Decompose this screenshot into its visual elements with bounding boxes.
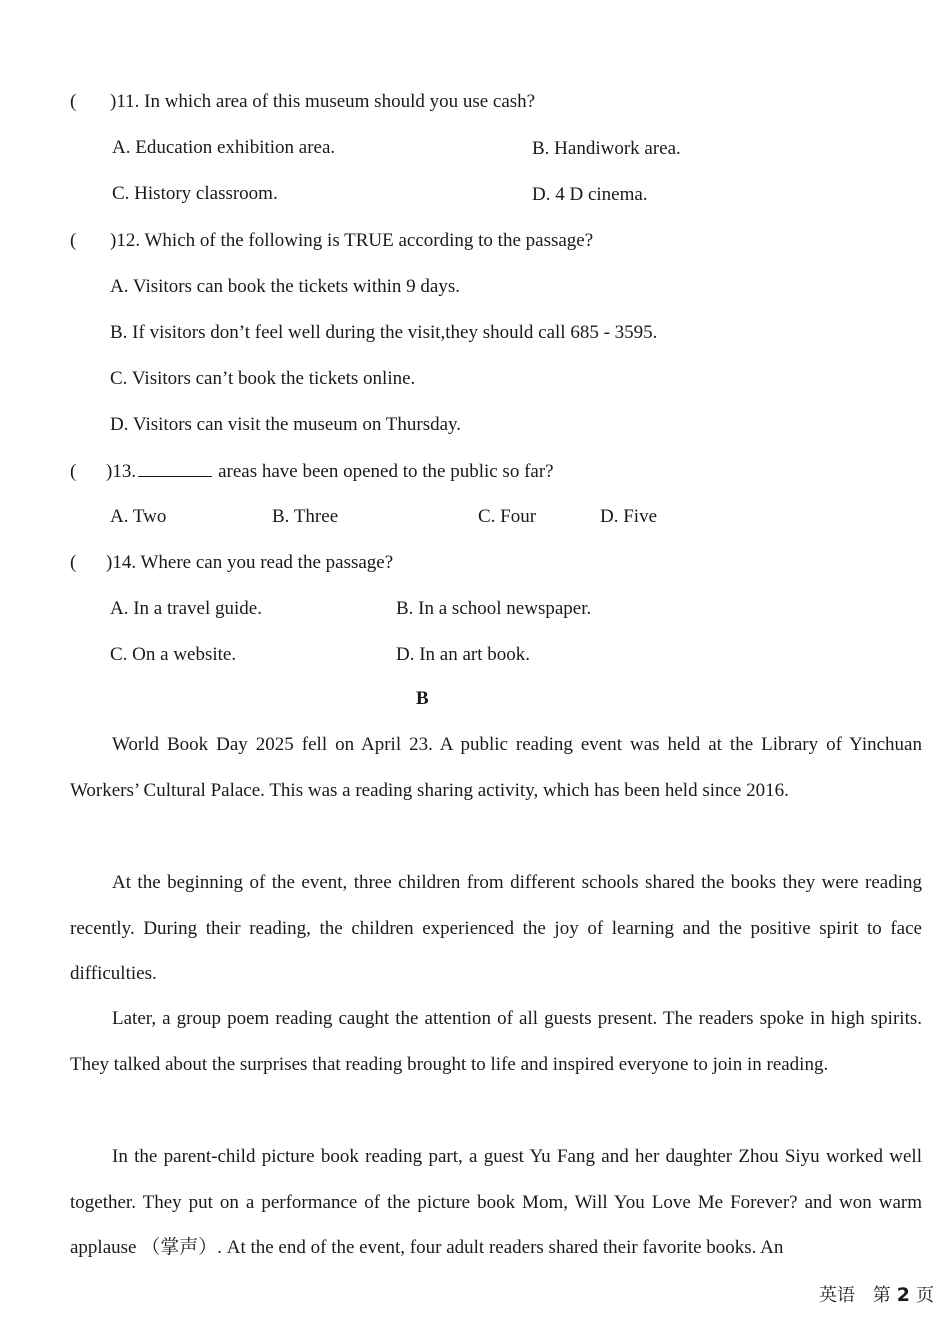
question-stem: )12. Which of the following is TRUE according to the passage? xyxy=(110,230,594,251)
section-heading: B xyxy=(416,688,429,709)
option-c: C. History classroom. xyxy=(112,183,278,204)
page-footer xyxy=(819,1281,934,1307)
question-number: )13. xyxy=(106,461,137,482)
option-a: A. Two xyxy=(110,506,167,527)
option-c: C. On a website. xyxy=(110,644,237,665)
passage-paragraph-4: In the parent-child picture book reading part, a guest Yu Fang and her daughter Zhou Siyu worked well together. They put on a performance of the picture book Mom, Will You Love Me Forever? and won warm applause （掌声）. At the end of the event, four adult readers shared their favorite books. An xyxy=(70,1146,922,1258)
passage-paragraph-2: At the beginning of the event, three children from different schools shared the books they were reading recently. During their reading, the children experienced the joy of learning and the positive spirit to face difficulties. xyxy=(70,872,922,984)
option-a: A. Visitors can book the tickets within 9 days. xyxy=(110,276,460,297)
answer-paren: ( xyxy=(70,230,77,251)
page-number: 2 xyxy=(896,1284,910,1306)
option-b: B. If visitors don’t feel well during the visit,they should call 685 - 3595. xyxy=(110,322,658,343)
question-stem: )11. In which area of this museum should you use cash? xyxy=(110,91,536,112)
question-stem xyxy=(106,460,554,484)
option-b: B. In a school newspaper. xyxy=(396,598,592,619)
option-d: D. Five xyxy=(600,506,657,527)
answer-paren: ( xyxy=(70,552,77,573)
option-a: A. In a travel guide. xyxy=(110,598,262,619)
page-prefix: 第 xyxy=(872,1285,891,1306)
option-d: D. 4 D cinema. xyxy=(532,184,648,205)
option-b: B. Three xyxy=(272,506,339,527)
option-a: A. Education exhibition area. xyxy=(112,137,336,158)
option-d: D. In an art book. xyxy=(396,644,531,665)
passage-paragraph-3: Later, a group poem reading caught the attention of all guests present. The readers spoke in high spirits. They talked about the surprises that reading brought to life and inspired everyone to join in reading. xyxy=(70,1008,922,1075)
option-c: C. Visitors can’t book the tickets online. xyxy=(110,368,416,389)
answer-paren: ( xyxy=(70,461,77,482)
option-b: B. Handiwork area. xyxy=(532,138,681,159)
question-stem: )14. Where can you read the passage? xyxy=(106,552,394,573)
option-c: C. Four xyxy=(478,506,537,527)
question-text: areas have been opened to the public so far? xyxy=(218,461,554,482)
answer-paren: ( xyxy=(70,91,77,112)
page-suffix: 页 xyxy=(916,1285,934,1306)
passage-paragraph-1: World Book Day 2025 fell on April 23. A public reading event was held at the Library of Yinchuan Workers’ Cultural Palace. This was a reading sharing activity, which has been held since 2016. xyxy=(70,734,922,801)
option-d: D. Visitors can visit the museum on Thursday. xyxy=(110,414,462,435)
answer-blank xyxy=(138,460,212,477)
subject-label: 英语 xyxy=(819,1285,856,1306)
